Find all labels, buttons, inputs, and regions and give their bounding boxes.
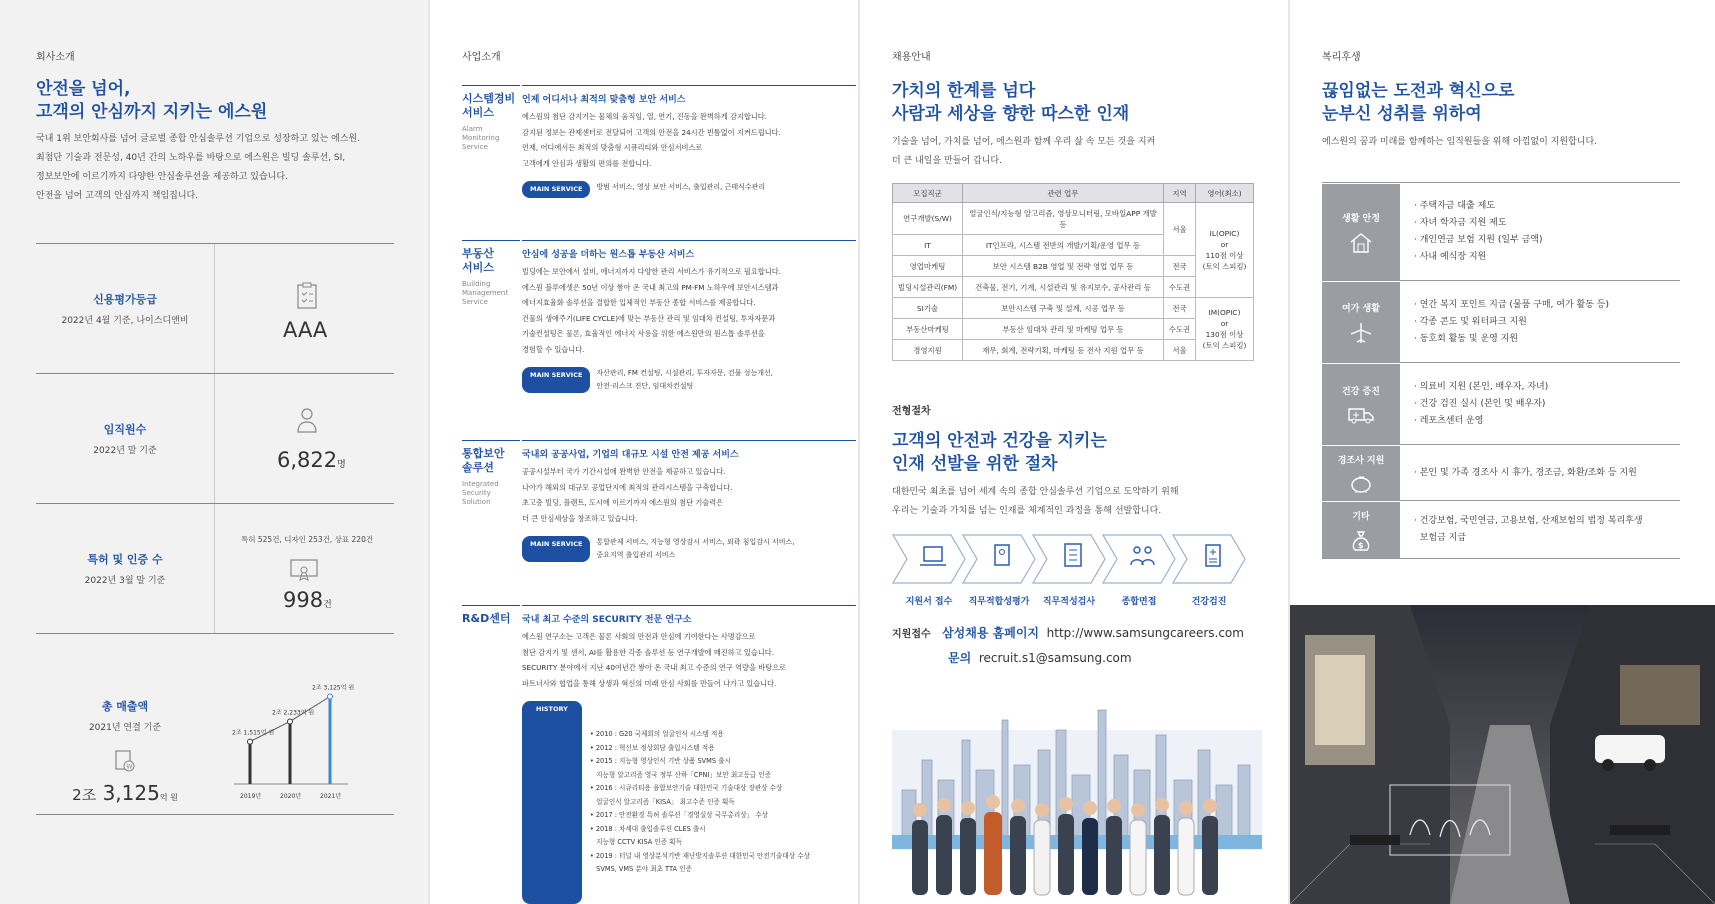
certificate-icon xyxy=(289,556,319,584)
company-headline: 안전을 넘어, 고객의 안심까지 지키는 에스원 xyxy=(36,79,268,122)
data-label: 2조 2,233억 원 xyxy=(272,709,315,717)
english-req-1: IL(OPIC) or 110점 이상 (토익 스피킹) xyxy=(1196,203,1254,298)
history-list: • 2010 : G20 국제회의 얼굴인식 시스템 적용 • 2012 : 혁신보 정상회담 출입시스템 적용 • 2015 : 지능형 영상인식 기반 상품 SVMS 출시 지능형 알고리즘 영국 정부 산하「CPNI」보안 최고등급 인증 • 2016 : 시큐리티용 융합보안기술 대한민국 기술대상 장관상 수상 얼굴인식 알고리즘「KISA」 최고수준 인증 획득 • 2017 : 안전환경 특허 솔루션「경영실상 국무총리상」 수상 • 2018 : 차세대 출입솔루션 CLES 출시 지능형 CCTV KISA 인증 획득 • 2019 : 터널 내 영상분석기반 재난방지솔루션 대한민국 안전기술대상 수상 SVMS, VMS 분야 최초 TTA 인증 xyxy=(589,730,810,873)
step-label: 직무적합성평가 xyxy=(968,597,1030,607)
company-panel xyxy=(0,0,428,904)
money-bag-icon xyxy=(1351,530,1371,552)
step-label: 건강검진 xyxy=(1191,597,1227,607)
stat-sales: 총 매출액 2021년 연결 기준 W 2조 3,125억 원 2조 1,515억 원 2019년 2조 2,233억 원 2020년 2조 3,125억 원 2021년 xyxy=(36,633,394,815)
step-arrow xyxy=(1032,534,1106,584)
data-point xyxy=(248,739,253,744)
recruit-email[interactable]: recruit.s1@samsung.com xyxy=(978,651,1132,665)
city-people-illustration xyxy=(892,670,1262,900)
table-row: 연구개발(S/W) 얼굴인식/지능형 알고리즘, 영상모니터링, 모바일APP 개발 등 서울 IL(OPIC) or 110점 이상 (토익 스피킹) xyxy=(893,203,1254,235)
main-service-badge: MAIN SERVICE xyxy=(522,367,590,393)
svg-text:$: $ xyxy=(1358,540,1364,550)
benefit-row: 기타 $ · 건강보험, 국민연금, 고용보험, 산재보험의 법정 복리후생 보험금 지급 xyxy=(1322,502,1680,558)
benefit-row: 여가 생활 · 연간 복지 포인트 지급 (물품 구매, 여가 활동 등) · 각종 콘도 및 워터파크 지원 · 동호회 활동 및 운영 지원 xyxy=(1322,282,1680,362)
step-arrow xyxy=(1172,534,1246,584)
airplane-icon xyxy=(1349,322,1373,344)
table-row: IT IT인프라, 시스템 전반의 개발/기획/운영 업무 등 xyxy=(893,235,1254,256)
table-row: 영업마케팅 보안 시스템 B2B 영업 및 전략 영업 업무 등 전국 xyxy=(893,256,1254,277)
history-badge: HISTORY xyxy=(522,701,582,904)
contact-info: 지원접수 삼성채용 홈페이지 http://www.samsungcareers.com 문의 recruit.s1@samsung.com xyxy=(892,626,1244,665)
step-arrow xyxy=(962,534,1036,584)
process-headline: 고객의 안전과 건강을 지키는 인재 선발을 위한 절차 xyxy=(892,431,1107,474)
english-req-2: IM(OPIC) or 130점 이상 (토익 스피킹) xyxy=(1196,298,1254,361)
recruit-table xyxy=(892,183,1254,361)
step-arrow xyxy=(892,534,966,584)
process-tag: 전형절차 xyxy=(892,406,931,417)
company-intro: 국내 1위 보안회사를 넘어 글로벌 종합 안심솔루션 기업으로 성장하고 있는 에스원. 최첨단 기술과 전문성, 40년 간의 노하우를 바탕으로 에스원은 빌딩 솔루션, SI, 정보보안에 이르기까지 다양한 안심솔루션을 제공하고 있습니다. 안전을 넘어 고객의 안심까지 책임집니다. xyxy=(36,134,361,201)
sales-line-chart xyxy=(214,634,394,816)
stat-staff: 임직원수 2022년 말 기준 6,822명 xyxy=(36,373,394,503)
biz-integrated: 통합보안 솔루션 Integrated Security Solution 국내외 공공사업, 기업의 대규모 시설 안전 제공 서비스 공공시설부터 국가 기간시설에 완벽한 안전을 제공하고 있습니다. 나아가 해외의 대규모 공업단지에 최적의 관리시스템을 구축합니다. 초고층 빌딩, 플랜트, 도시에 이르기까지 에스원의 첨단 기술력은 더 큰 안심세상을 창조하고 있습니다. MAIN SERVICE 통합관제 서비스, 지능형 영상감시 서비스, 외곽 침입감시 서비스, 중요지역 출입관리 서비스 xyxy=(462,440,856,580)
table-row: 부동산마케팅 부동산 임대차 관리 및 마케팅 업무 등 수도권 xyxy=(893,319,1254,340)
recruit-panel xyxy=(860,0,1288,904)
welfare-panel xyxy=(1290,0,1715,904)
step-arrow xyxy=(1102,534,1176,584)
coin-document-icon xyxy=(114,749,136,773)
benefit-row: 경조사 지원 · 본인 및 가족 경조사 시 휴가, 경조금, 화환/조화 등 지원 xyxy=(1322,446,1680,500)
section-tag: 복리후생 xyxy=(1322,52,1361,63)
svg-text:W: W xyxy=(126,763,133,771)
table-row: 빌딩시설관리(FM) 건축물, 전기, 기계, 시설관리 및 유지보수, 공사관리 등 수도권 xyxy=(893,277,1254,298)
tick-label: 2020년 xyxy=(280,793,302,800)
data-point xyxy=(288,719,293,724)
stat-credit: 신용평가등급 2022년 4월 기준, 나이스디앤비 AAA xyxy=(36,243,394,373)
person-icon xyxy=(295,406,319,434)
business-panel xyxy=(430,0,858,904)
benefit-row: 생활 안정 · 주택자금 대출 제도 · 자녀 학자금 지원 제도 · 개인연금 보험 지원 (일부 금액) · 사내 예식장 지원 xyxy=(1322,184,1680,280)
checklist-icon xyxy=(295,282,319,310)
street-photo xyxy=(1290,605,1715,904)
recruit-headline: 가치의 한계를 넘다 사람과 세상을 향한 따스한 인재 xyxy=(892,81,1130,124)
tick-label: 2021년 xyxy=(320,793,342,800)
piggy-bank-icon xyxy=(1349,474,1373,494)
process-steps xyxy=(892,534,1262,607)
table-header: 모집직군 관련 업무 지역 영어(최소) xyxy=(893,184,1254,203)
biz-alarm: 시스템경비 서비스 Alarm Monitoring Service 언제 어디서나 최적의 맞춤형 보안 서비스 에스원의 첨단 감지기는 물체의 움직임, 열, 연기, 진동을 완벽하게 감지합니다. 감지된 정보는 관제센터로 전달되어 고객의 안전을 24시간 빈틈없이 지켜드립니다. 언제, 어디에서든 최적의 맞춤형 시큐리티와 안심서비스로 고객에게 안심과 생활의 편의를 전합니다. MAIN SERVICE 방범 서비스, 영상 보안 서비스, 출입관리, 근태식수관리 xyxy=(462,85,856,215)
welfare-headline: 끊임없는 도전과 혁신으로 눈부신 성취를 위하여 xyxy=(1322,81,1515,124)
section-tag: 사업소개 xyxy=(462,52,501,63)
benefit-row: 건강 증진 · 의료비 지원 (본인, 배우자, 자녀) · 건강 검진 실시 (본인 및 배우자) · 레포츠센터 운영 xyxy=(1322,364,1680,444)
section-tag: 회사소개 xyxy=(36,52,75,63)
data-point xyxy=(328,694,333,699)
data-label: 2조 1,515억 원 xyxy=(232,729,275,737)
house-icon xyxy=(1349,232,1373,254)
ambulance-icon xyxy=(1348,405,1374,425)
step-label: 직무적성검사 xyxy=(1042,597,1096,607)
night-street-image xyxy=(1290,605,1715,904)
tick-label: 2019년 xyxy=(240,793,262,800)
stat-patent: 특허 및 인증 수 2022년 3월 말 기준 특허 525건, 디자인 253건, 상표 220건 998건 xyxy=(36,503,394,633)
table-row: SI기술 보안시스템 구축 및 설계, 시공 업무 등 전국 IM(OPIC) or 130점 이상 (토익 스피킹) xyxy=(893,298,1254,319)
careers-link[interactable]: http://www.samsungcareers.com xyxy=(1046,626,1244,640)
process-intro: 대한민국 최초를 넘어 세계 속의 종합 안심솔루션 기업으로 도약하기 위해 우리는 기술과 가치를 넘는 인재를 체계적인 과정을 통해 선발합니다. xyxy=(892,487,1179,516)
biz-building: 부동산 서비스 Building Management Service 안심에 성공을 더하는 원스톱 부동산 서비스 빌딩에는 보안에서 설비, 에너지까지 다양한 관리 서비스가 유기적으로 필요합니다. 에스원 블루에셋은 50년 이상 쌓아 온 국내 최고의 PM·FM 노하우에 보안시스템과 에너지효율화 솔루션을 결합한 입체적인 부동산 종합 서비스를 제공합니다. 건물의 생애주기(LIFE CYCLE)에 맞는 부동산 관리 및 임대차 컨설팅, 투자자문과 기술컨설팅은 물론, 효율적인 에너지 사용을 위한 에스원만의 원스톱 솔루션을 경험할 수 있습니다. MAIN SERVICE 자산관리, FM 컨설팅, 시설관리, 투자자문, 건물 성능개선, 안전·리스크 진단, 임대차컨설팅 xyxy=(462,240,856,405)
step-label: 지원서 접수 xyxy=(905,597,953,607)
step-label: 종합면접 xyxy=(1121,597,1157,607)
recruit-intro: 기술을 넘어, 가치를 넘어, 에스원과 함께 우리 삶 속 모든 것을 지켜 더 큰 내일을 만들어 갑니다. xyxy=(892,137,1156,166)
main-service-badge: MAIN SERVICE xyxy=(522,536,590,562)
biz-rnd: R&D센터 국내 최고 수준의 SECURITY 전문 연구소 에스원 연구소는 고객은 물론 사회의 안전과 안심에 기여한다는 사명감으로 첨단 감지기 및 센서, AI를 활용한 각종 솔루션 등 연구개발에 매진하고 있습니다. SECURITY 분야에서 지난 40여년간 쌓아 온 국내 최고 수준의 연구 역량을 바탕으로 파트너사와 협업을 통해 상생과 혁신의 미래 안심 사회를 만들어 나가고 있습니다. HISTORY • 2010 : G20 국제회의 얼굴인식 시스템 적용 • 2012 : 혁신보 정상회담 출입시스템 적용 • 2015 : 지능형 영상인식 기반 상품 SVMS 출시 지능형 알고리즘 영국 정부 산하「CPNI」보안 최고등급 인증 • 2016 : 시큐리티용 융합보안기술 대한민국 기술대상 장관상 수상 얼굴인식 알고리즘「KISA」 최고수준 인증 획득 • 2017 : 안전환경 특허 솔루션「경영실상 국무총리상」 수상 • 2018 : 차세대 출입솔루션 CLES 출시 지능형 CCTV KISA 인증 획득 • 2019 : 터널 내 영상분석기반 재난방지솔루션 대한민국 안전기술대상 수상 SVMS, VMS 분야 최초 TTA 인증 xyxy=(462,605,856,895)
section-tag: 채용안내 xyxy=(892,52,931,63)
table-row: 경영지원 재무, 회계, 전략기획, 마케팅 등 전사 지원 업무 등 서울 xyxy=(893,340,1254,361)
data-label: 2조 3,125억 원 xyxy=(312,684,355,692)
main-service-badge: MAIN SERVICE xyxy=(522,181,590,198)
welfare-intro: 에스원의 꿈과 미래를 함께하는 임직원들을 위해 아낌없이 지원합니다. xyxy=(1322,137,1598,147)
